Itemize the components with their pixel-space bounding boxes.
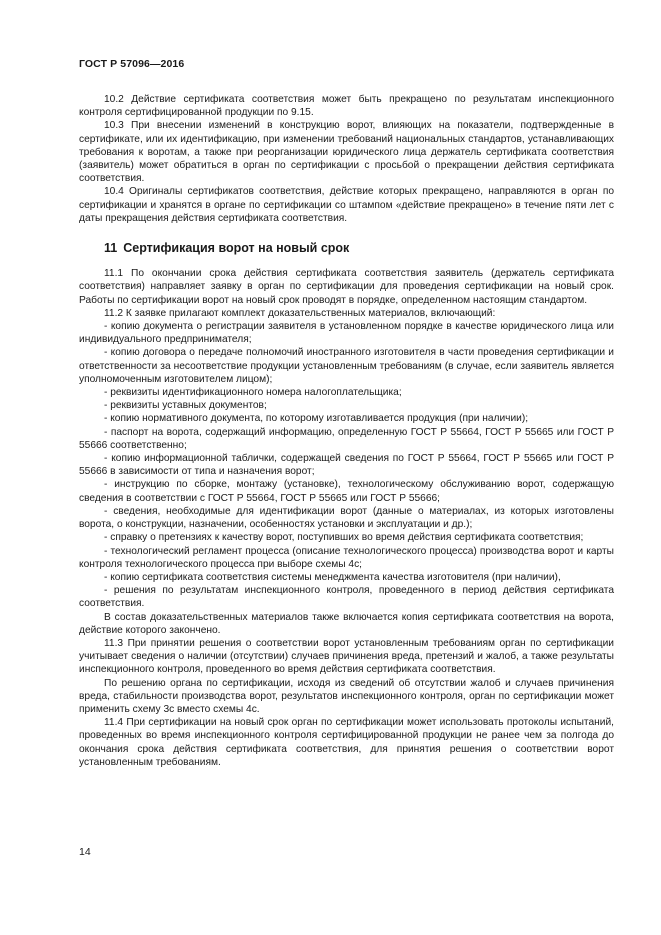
- list-item: - копию нормативного документа, по которому изготавливается продукция (при наличии);: [104, 413, 529, 425]
- document-body: [79, 93, 614, 769]
- section-number: 11: [104, 241, 118, 256]
- paragraph-11-4: 11.4 При сертификации на новый срок орган по сертификации может использовать протоколы испытаний, проведенных во время инспекционного контроля сертифицированной продукции не ранее чем за полгода до окончания срока действия сертификата соответствия, для принятия решения о соответствии ворот установленным требованиям.: [79, 717, 614, 768]
- paragraph-11-3: 11.3 При принятии решения о соответствии ворот установленным требованиям орган по сертификации учитывает сведения о наличии (отсутствии) случаев причинения вреда, претензий и жалоб, а также результаты инспекционного контроля, проведенного во время действия сертификата соответствия.: [79, 637, 614, 676]
- list-item: - инструкцию по сборке, монтажу (установке), технологическому обслуживанию ворот, содержащую сведения в соответствии с ГОСТ Р 55664, ГОСТ Р 55665 или ГОСТ Р 55666;: [79, 479, 614, 504]
- list-item: - сведения, необходимые для идентификации ворот (данные о материалах, из которых изготовлены ворота, о конструкции, назначении, особенностях установки и эксплуатации и др.);: [79, 505, 614, 531]
- paragraph-10-3: 10.3 При внесении изменений в конструкцию ворот, влияющих на показатели, подтвержденные в сертификате, или их идентификацию, при изменении требований национальных стандартов, устанавливающих требования к воротам, а также при реорганизации юридического лица держатель сертификата соответствия (заявитель) может обратиться в орган по сертификации с просьбой о прекращении действия сертификата соответствия.: [79, 120, 614, 185]
- section-title: Сертификация ворот на новый срок: [123, 241, 350, 256]
- list-item: - копию информационной таблички, содержащей сведения по ГОСТ Р 55664, ГОСТ Р 55665 или ГОСТ Р 55666 в зависимости от типа и назначения ворот;: [79, 453, 614, 478]
- paragraph-11-2: 11.2 К заявке прилагают комплект доказательственных материалов, включающий:: [104, 307, 496, 319]
- list-item: - справку о претензиях к качеству ворот, поступивших во время действия сертификата соответствия;: [104, 532, 584, 544]
- paragraph-10-2: 10.2 Действие сертификата соответствия может быть прекращено по результатам инспекционного контроля сертифицированной продукции по 9.15.: [79, 94, 614, 119]
- list-item: - реквизиты идентификационного номера налогоплательщика;: [104, 387, 402, 399]
- list-item: - реквизиты уставных документов;: [104, 400, 267, 412]
- list-item: - копию договора о передаче полномочий иностранного изготовителя в части проведения сертификации и ответственности за несоответствие продукции установленным требованиям (в случае, если заявитель является уполномоченным изготовителем лицом);: [79, 347, 614, 385]
- list-item: - паспорт на ворота, содержащий информацию, определенную ГОСТ Р 55664, ГОСТ Р 55665 или ГОСТ Р 55666 соответственно;: [79, 426, 614, 451]
- paragraph-10-4: 10.4 Оригиналы сертификатов соответствия, действие которых прекращено, направляются в орган по сертификации и хранятся в органе по сертификации со штампом «действие прекращено» в течение пяти лет с даты прекращения действия сертификата соответствия.: [79, 186, 614, 224]
- list-item: - копию сертификата соответствия системы менеджмента качества изготовителя (при наличии),: [104, 571, 561, 583]
- document-header: ГОСТ Р 57096—2016: [79, 58, 185, 70]
- list-item: - копию документа о регистрации заявителя в установленном порядке в качестве юридического лица или индивидуального предпринимателя;: [79, 321, 614, 346]
- paragraph-decision: По решению органа по сертификации, исходя из сведений об отсутствии жалоб и случаев причинения вреда, стабильности производства ворот, результатов инспекционного контроля, орган по сертификации может применить схему 3с вместо схемы 4с.: [79, 677, 614, 715]
- paragraph-composition: В состав доказательственных материалов также включается копия сертификата соответствия на ворота, действие которого закончено.: [79, 611, 614, 636]
- page-number: 14: [79, 846, 91, 858]
- list-item: - решения по результатам инспекционного контроля, проведенного в период действия сертификата соответствия.: [79, 585, 614, 610]
- paragraph-11-1: 11.1 По окончании срока действия сертификата соответствия заявитель (держатель сертификата соответствия) направляет заявку в орган по сертификации для проведения сертификации на новый срок. Работы по сертификации ворот на новый срок проводят в порядке, определенном настоящим стандартом.: [79, 268, 614, 306]
- section-heading: [79, 242, 614, 255]
- list-item: - технологический регламент процесса (описание технологического процесса) производства ворот и карты контроля технологического процесса при выборе схемы 4с;: [79, 545, 614, 570]
